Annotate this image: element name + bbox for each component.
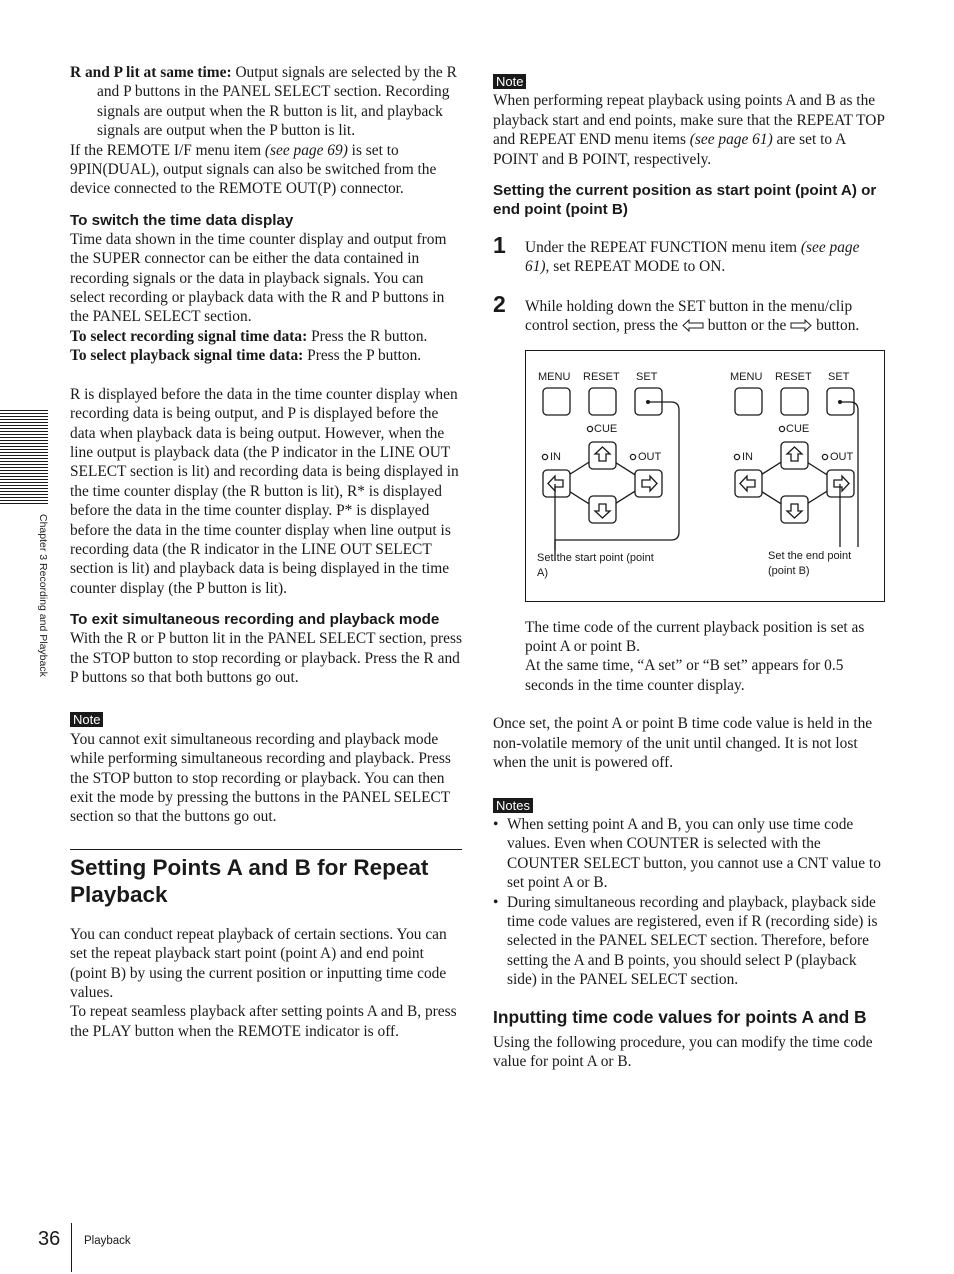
rp-text: Output signals are selected by the R and P buttons in the PANEL SELECT section. Recording signals are output when the R button is lit, and playback signals are output when the P button is lit. bbox=[97, 64, 457, 140]
section-paragraph-1: You can conduct repeat playback of certain sections. You can set the repeat playback start point (point A) and end point (point B) by using the current position or inputting time code values. bbox=[70, 925, 447, 1002]
remote-text-b: is set to 9PIN(DUAL), output signals can also be switched from the device connected to the REMOTE OUT(P) connector. bbox=[70, 141, 437, 198]
repeat-note-paragraph bbox=[493, 91, 887, 169]
cue-label-b: CUE bbox=[786, 422, 810, 435]
step-1-number: 1 bbox=[493, 232, 506, 259]
notes-tag: Notes bbox=[493, 798, 533, 813]
step-2-text-c: button. bbox=[812, 317, 860, 335]
step-1-text-a: Under the REPEAT FUNCTION menu item bbox=[525, 239, 801, 257]
chapter-side-label: Chapter 3 Recording and Playback bbox=[37, 514, 49, 677]
exit-heading: To exit simultaneous recording and playback mode bbox=[70, 611, 440, 629]
note-paragraph: You cannot exit simultaneous recording and playback mode while performing simultaneous recording and playback. Press the STOP button to stop recording or playback. You can then exit the mode by pressing the buttons in the PANEL SELECT section so that the buttons go out. bbox=[70, 730, 451, 826]
step-2 bbox=[493, 290, 887, 336]
repeat-note-text-b: are set to A POINT and B POINT, respectively. bbox=[493, 131, 846, 168]
out-label-b: OUT bbox=[830, 450, 854, 463]
switch-heading: To switch the time data display bbox=[70, 211, 294, 229]
caption-end-point: Set the end point (point B) bbox=[768, 549, 852, 577]
reset-label-a: RESET bbox=[583, 370, 620, 383]
menu-label-a: MENU bbox=[538, 370, 571, 383]
rp-term: R and P lit at same time: bbox=[70, 64, 232, 81]
repeat-note-text-a: When performing repeat playback using points A and B as the playback start and end points, make sure that the REPEAT TOP and REPEAT END menu items bbox=[493, 92, 885, 149]
r-display-paragraph: R is displayed before the data in the time counter display when recording data is being output, and P is displayed before the data when playback data is being output. However, when the line output is playback data (the P indicator in the LINE OUT SELECT section is lit) and recording data is being displayed in the time counter display (the R button is lit), R* is displayed before the data in the time counter display. P* is displayed before the data in the time counter display when line output is recording data (the R indicator in the LINE OUT SELECT section is lit) and playback data is being displayed in the time counter display (the P button is lit). bbox=[70, 385, 459, 597]
reset-button-b bbox=[781, 388, 808, 415]
input-heading: Inputting time code values for points A and B bbox=[493, 1006, 867, 1027]
caption-start-point: Set the start point (point A) bbox=[537, 551, 654, 579]
rp-paragraph bbox=[70, 63, 462, 141]
footer-divider bbox=[71, 1223, 72, 1272]
reset-button-a bbox=[589, 388, 616, 415]
rec-text: Press the R button. bbox=[307, 327, 428, 345]
rec-term: To select recording signal time data: bbox=[70, 327, 308, 345]
step-2-result bbox=[493, 618, 887, 696]
remote-page-ref: (see page 69) bbox=[264, 141, 348, 159]
notes-bullet-1: • When setting point A and B, you can only use time code values. Even when COUNTER is selected with the COUNTER SELECT button, you cannot use a CNT value to set point A or B. bbox=[493, 815, 881, 892]
cue-label-a: CUE bbox=[594, 422, 618, 435]
step-2-text-b: button or the bbox=[703, 317, 791, 335]
play-term: To select playback signal time data: bbox=[70, 347, 304, 365]
left-column bbox=[70, 63, 462, 1041]
left-arrow-icon bbox=[682, 319, 704, 332]
menu-label-b: MENU bbox=[730, 370, 763, 383]
notes-bullet-2: • During simultaneous recording and playback, playback side time code values are registered, even if R (recording side) is selected in the PANEL SELECT section. Therefore, before setting the A and B points, you should select P (playback side) in the PANEL SELECT section. bbox=[493, 893, 878, 989]
remote-text-a: If the REMOTE I/F menu item bbox=[70, 141, 265, 159]
input-paragraph: Using the following procedure, you can modify the time code value for point A or B. bbox=[493, 1033, 873, 1070]
notes-bullet-1-text: When setting point A and B, you can only use time code values. Even when COUNTER is selected with the COUNTER SELECT button, you cannot use a CNT value to set point A or B. bbox=[507, 815, 881, 892]
step-1 bbox=[493, 232, 887, 277]
step-2-result-line-1: The time code of the current playback position is set as point A or point B. bbox=[525, 618, 865, 656]
switch-paragraph: Time data shown in the time counter display and output from the SUPER connector can be either the data contained in recording signals or the data in playback signals. You can select recording or playback data with the R and P buttons in the PANEL SELECT section. bbox=[70, 230, 447, 326]
remote-paragraph bbox=[70, 141, 462, 199]
out-label-a: OUT bbox=[638, 450, 662, 463]
note-tag-right: Note bbox=[493, 74, 526, 89]
set-label-a: SET bbox=[636, 370, 658, 383]
step-2-number: 2 bbox=[493, 290, 506, 317]
repeat-note-page-ref: (see page 61) bbox=[689, 131, 773, 149]
step-2-text bbox=[525, 297, 887, 336]
page-number: 36 bbox=[38, 1228, 61, 1250]
once-set-paragraph: Once set, the point A or point B time code value is held in the non-volatile memory of the unit until changed. It is not lost when the unit is powered off. bbox=[493, 715, 873, 772]
button-diagram bbox=[525, 350, 885, 602]
exit-paragraph: With the R or P button lit in the PANEL SELECT section, press the STOP button to stop recording or playback. Press the R and P buttons so that both buttons go out. bbox=[70, 630, 462, 686]
play-text: Press the P button. bbox=[303, 347, 422, 365]
reset-label-b: RESET bbox=[775, 370, 812, 383]
step-1-text bbox=[525, 238, 887, 277]
section-paragraph-2: To repeat seamless playback after setting points A and B, press the PLAY button when the REMOTE indicator is off. bbox=[70, 1003, 457, 1040]
menu-button-b bbox=[735, 388, 762, 415]
in-label-a: IN bbox=[550, 450, 561, 463]
chapter-tab-marker bbox=[0, 410, 48, 505]
rec-paragraph bbox=[70, 327, 462, 346]
set-label-b: SET bbox=[828, 370, 850, 383]
right-arrow-icon bbox=[790, 319, 812, 332]
section-title: Setting Points A and B for Repeat Playback bbox=[70, 849, 462, 908]
play-paragraph bbox=[70, 346, 462, 365]
footer-section-label: Playback bbox=[84, 1235, 131, 1247]
right-column bbox=[493, 63, 887, 1071]
notes-bullet-2-text: During simultaneous recording and playback, playback side time code values are registered, even if R (recording side) is selected in the PANEL SELECT section. Therefore, before setting the A and B points, you should select P (playback side) in the PANEL SELECT section. bbox=[507, 893, 878, 989]
in-label-b: IN bbox=[742, 450, 753, 463]
step-2-text-a: While holding down the SET button in the menu/clip control section, press the bbox=[525, 297, 853, 335]
step-1-text-b: , set REPEAT MODE to ON. bbox=[545, 258, 726, 276]
menu-button-a bbox=[543, 388, 570, 415]
step-1-page-ref: (see page 61) bbox=[525, 239, 860, 276]
step-2-result-line-2: At the same time, “A set” or “B set” appears for 0.5 seconds in the time counter display. bbox=[525, 657, 844, 694]
current-position-heading: Setting the current position as start point (point A) or end point (point B) bbox=[493, 182, 877, 219]
note-tag: Note bbox=[70, 712, 103, 727]
